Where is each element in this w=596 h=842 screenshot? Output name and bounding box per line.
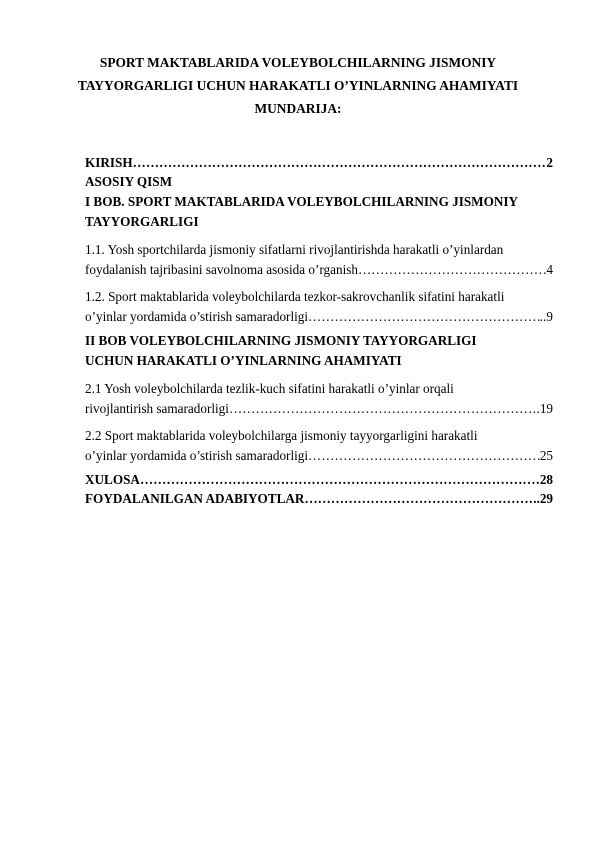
toc-entry-adabiyotlar	[85, 489, 553, 508]
dot-leader	[304, 489, 533, 508]
document-title	[60, 51, 536, 120]
toc-section-1-2-line-2	[85, 307, 553, 326]
toc-entry-text: KIRISH	[85, 155, 133, 170]
toc-section-2-2-line-1: 2.2 Sport maktablarida voleybolchilarga jismoniy tayyorgarligini harakatli	[85, 428, 478, 443]
toc-section-2-2-line-2	[85, 446, 553, 465]
title-line-2: TAYYORGARLIGI UCHUN HARAKATLI O’YINLARNING AHAMIYATI	[77, 78, 519, 93]
toc-entry-text: XULOSA	[85, 472, 140, 487]
toc-chapter-1-line-2: TAYYORGARLIGI	[85, 214, 199, 229]
toc-page-number: 28	[539, 472, 553, 487]
toc-entry-text: rivojlantirish samaradorligi	[85, 401, 229, 416]
toc-entry-text: FOYDALANILGAN ADABIYOTLAR	[85, 491, 305, 506]
toc-page-number: 25	[539, 448, 553, 463]
toc-entry-text: o’yinlar yordamida o’stirish samaradorligi	[85, 309, 309, 324]
dot-leader	[358, 260, 546, 279]
table-of-contents	[85, 153, 553, 508]
toc-entry-kirish	[85, 153, 553, 172]
toc-page-number: 4	[546, 262, 553, 277]
toc-chapter-1-line-1: I BOB. SPORT MAKTABLARIDA VOLEYBOLCHILARNING JISMONIY	[85, 194, 519, 209]
toc-entry-text: o’yinlar yordamida o’stirish samaradorligi	[85, 448, 309, 463]
toc-page-number: ..29	[533, 491, 553, 506]
toc-section-1-1-line-1: 1.1. Yosh sportchilarda jismoniy sifatlarni rivojlantirishda harakatli o’yinlardan	[85, 242, 504, 257]
dot-leader	[308, 446, 540, 465]
toc-section-1-1-line-2	[85, 260, 553, 279]
toc-section-1-2-line-1: 1.2. Sport maktablarida voleybolchilarda tezkor-sakrovchanlik sifatini harakatli	[85, 289, 505, 304]
title-heading-mundarija: MUNDARIJA:	[254, 101, 342, 116]
toc-entry-text: foydalanish tajribasini savolnoma asosida o’rganish	[85, 262, 358, 277]
toc-page-number: ..9	[539, 309, 553, 324]
toc-entry-xulosa	[85, 470, 553, 489]
dot-leader	[133, 153, 547, 172]
title-line-1: SPORT MAKTABLARIDA VOLEYBOLCHILARNING JISMONIY	[99, 55, 497, 70]
toc-page-number: 2	[546, 155, 553, 170]
toc-heading-asosiy: ASOSIY QISM	[85, 174, 173, 189]
dot-leader	[229, 399, 537, 418]
dot-leader	[140, 470, 540, 489]
toc-section-2-1-line-2	[85, 399, 553, 418]
toc-section-2-1-line-1: 2.1 Yosh voleybolchilarda tezlik-kuch sifatini harakatli o’yinlar orqali	[85, 381, 454, 396]
toc-chapter-2-line-2: UCHUN HARAKATLI O’YINLARNING AHAMIYATI	[85, 353, 402, 368]
toc-page-number: .19	[536, 401, 553, 416]
toc-chapter-2-line-1: II BOB VOLEYBOLCHILARNING JISMONIY TAYYORGARLIGI	[85, 333, 477, 348]
dot-leader	[308, 307, 540, 326]
